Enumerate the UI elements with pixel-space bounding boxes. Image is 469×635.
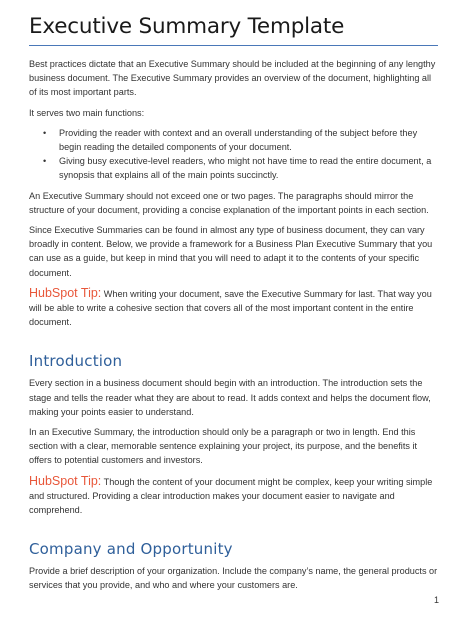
document-title: Executive Summary Template (29, 14, 345, 39)
company-paragraph-1: Provide a brief description of your organization. Include the company’s name, the general products or services that you provide, and who and where your customers are. (29, 566, 438, 591)
list-item-text: Giving busy executive-level readers, who might not have time to read the entire document, a synopsis that explains all of the main points succinctly. (59, 156, 432, 181)
tip-label: HubSpot Tip: (29, 473, 102, 488)
hubspot-tip-1 (29, 286, 441, 330)
page-number: 1 (433, 595, 439, 605)
introduction-paragraph-2: In an Executive Summary, the introduction should only be a paragraph or two in length. End this section with a clear, memorable sentence explaining your project, its purpose, and the benefits it offers to potential customers and investors. (29, 427, 418, 466)
intro-paragraph-3: An Executive Summary should not exceed one or two pages. The paragraphs should mirror the structure of your document, providing a concise explanation of the important points in each section. (29, 190, 429, 215)
section-heading-company-opportunity: Company and Opportunity (29, 540, 233, 559)
section-heading-introduction: Introduction (29, 352, 123, 371)
functions-list (29, 126, 441, 183)
intro-paragraph-4: Since Executive Summaries can be found in almost any type of business document, they can vary broadly in content. Below, we provide a framework for a Business Plan Executive Summary that you can use as a guide, but keep in mind that you will need to adapt it to the contents of your specific document. (29, 225, 433, 278)
tip-text: Though the content of your document might be complex, keep your writing simple and structured. Providing a clear introduction makes your document easier to navigate and comprehend. (29, 476, 433, 516)
list-item-text: Providing the reader with context and an overall understanding of the subject before they begin reading the detailed components of your document. (59, 127, 418, 153)
intro-paragraph-2: It serves two main functions: (29, 107, 145, 118)
title-underline (29, 45, 438, 46)
list-item (29, 154, 441, 182)
introduction-paragraph-1: Every section in a business document should begin with an introduction. The introduction sets the stage and tells the reader what they are about to read. It adds context and helps the document flow, making your points easier to understand. (29, 378, 431, 417)
intro-paragraph-1: Best practices dictate that an Executive Summary should be included at the beginning of any lengthy business document. The Executive Summary provides an overview of the document, highlighting all of its most important parts. (29, 59, 436, 98)
tip-text: When writing your document, save the Executive Summary for last. That way you will be able to write a cohesive section that covers all of the most important content in the entire document. (29, 288, 432, 328)
bullet-icon: • (43, 156, 47, 167)
tip-label: HubSpot Tip: (29, 285, 102, 300)
section-spacer (29, 523, 441, 540)
document-body (29, 57, 441, 599)
hubspot-tip-2 (29, 474, 441, 518)
section-spacer (29, 335, 441, 352)
list-item (29, 126, 441, 154)
bullet-icon: • (43, 127, 47, 138)
